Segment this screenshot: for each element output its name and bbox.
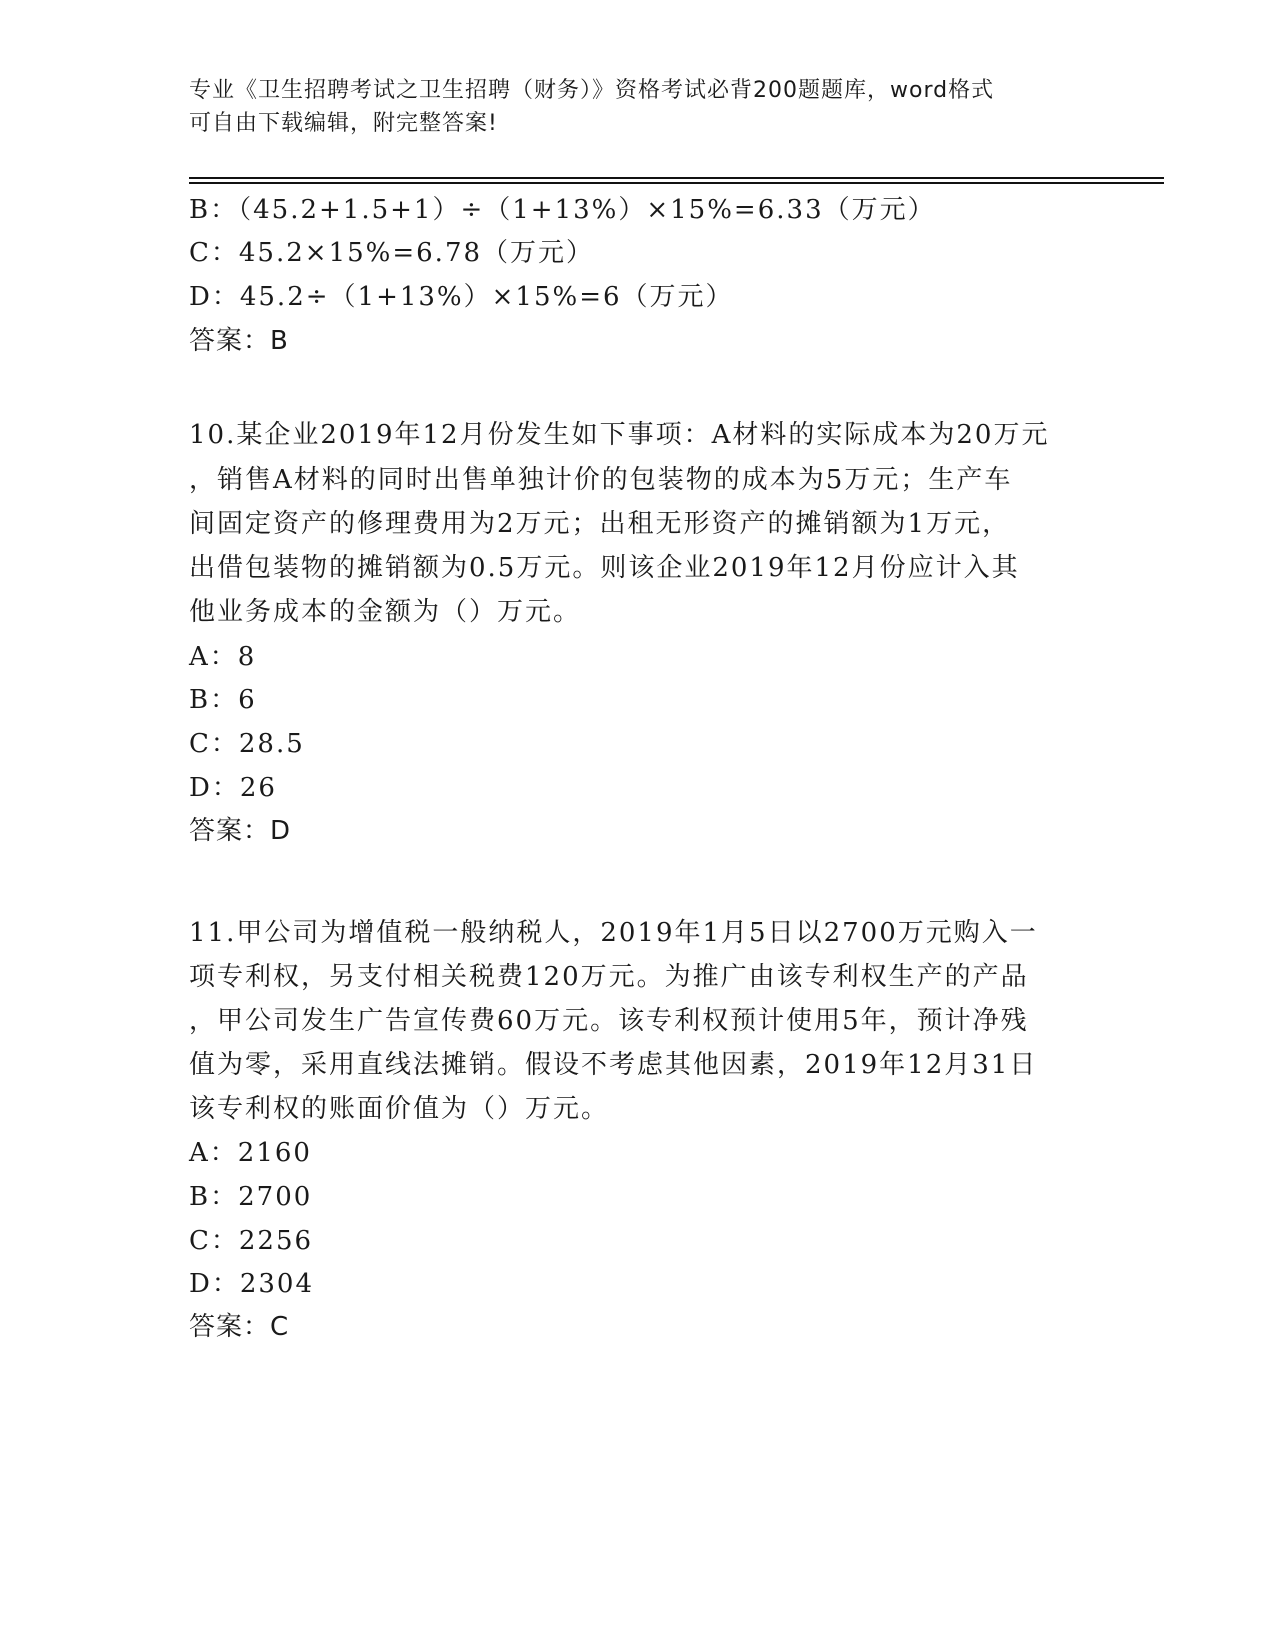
question-10-answer: 答案：D <box>189 816 292 846</box>
document-header <box>189 74 1069 140</box>
question-11-option-d: D：2304 <box>189 1269 315 1299</box>
question-11-option-c: C：2256 <box>189 1226 314 1256</box>
question-10-stem-line-5: 他业务成本的金额为（）万元。 <box>189 597 582 627</box>
question-10-stem-line-1: 10.某企业2019年12月份发生如下事项：A材料的实际成本为20万元 <box>189 420 1050 450</box>
question-11-option-b: B：2700 <box>189 1182 313 1212</box>
question-9-option-d: D：45.2÷（1+13%）×15%=6（万元） <box>189 282 734 312</box>
question-11-option-a: A：2160 <box>189 1138 312 1168</box>
question-10-option-d: D：26 <box>189 773 277 803</box>
question-9-option-b: B：（45.2+1.5+1）÷（1+13%）×15%=6.33（万元） <box>189 195 936 225</box>
question-11-stem-line-4: 值为零，采用直线法摊销。假设不考虑其他因素，2019年12月31日 <box>189 1050 1038 1080</box>
question-10-option-a: A：8 <box>189 642 257 672</box>
question-11-stem-line-5: 该专利权的账面价值为（）万元。 <box>189 1094 610 1124</box>
question-10-option-b: B：6 <box>189 685 257 715</box>
question-9-answer: 答案：B <box>189 326 289 356</box>
question-10-stem-line-2: ，销售A材料的同时出售单独计价的包装物的成本为5万元；生产车 <box>189 465 1013 495</box>
header-divider-bottom <box>189 182 1164 184</box>
question-10-option-c: C：28.5 <box>189 729 305 759</box>
header-title-line-2: 可自由下载编辑，附完整答案! <box>189 111 498 136</box>
question-9-option-c: C：45.2×15%=6.78（万元） <box>189 238 595 268</box>
question-11-stem-line-1: 11.甲公司为增值税一般纳税人，2019年1月5日以2700万元购入一 <box>189 918 1038 948</box>
question-10-stem-line-4: 出借包装物的摊销额为0.5万元。则该企业2019年12月份应计入其 <box>189 553 1020 583</box>
question-11-stem-line-3: ，甲公司发生广告宣传费60万元。该专利权预计使用5年，预计净残 <box>189 1006 1029 1036</box>
question-10-stem-line-3: 间固定资产的修理费用为2万元；出租无形资产的摊销额为1万元， <box>189 509 1011 539</box>
question-11-answer: 答案：C <box>189 1312 290 1342</box>
header-title-line-1: 专业《卫生招聘考试之卫生招聘（财务）》资格考试必背200题题库，word格式 <box>189 78 995 103</box>
question-11-stem-line-2: 项专利权，另支付相关税费120万元。为推广由该专利权生产的产品 <box>189 962 1029 992</box>
header-divider-top <box>189 177 1164 179</box>
